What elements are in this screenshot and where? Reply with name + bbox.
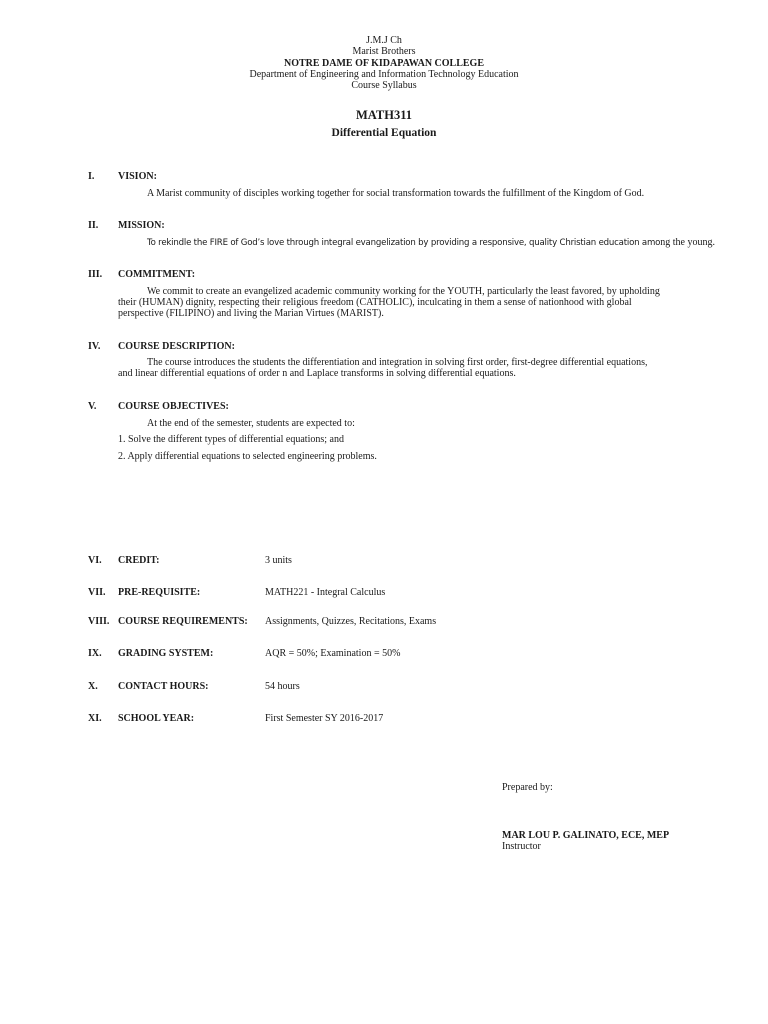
section-numeral-vision: I. bbox=[88, 171, 95, 182]
header-line-jmj: J.M.J Ch bbox=[366, 35, 402, 46]
section-heading-description: COURSE DESCRIPTION: bbox=[118, 341, 235, 352]
header-line-marist: Marist Brothers bbox=[352, 46, 416, 57]
section-heading-vision: VISION: bbox=[118, 171, 157, 182]
detail-label-grading: GRADING SYSTEM: bbox=[118, 648, 214, 659]
detail-numeral-school-year: XI. bbox=[88, 713, 102, 724]
instructor-name: MAR LOU P. GALINATO, ECE, MEP bbox=[502, 830, 670, 841]
section-heading-commitment: COMMITMENT: bbox=[118, 269, 196, 280]
college-name: NOTRE DAME OF KIDAPAWAN COLLEGE bbox=[283, 58, 484, 69]
detail-numeral-grading: IX. bbox=[88, 648, 102, 659]
course-code: MATH311 bbox=[355, 108, 413, 122]
detail-numeral-credit: VI. bbox=[88, 555, 102, 566]
detail-label-contact-hours: CONTACT HOURS: bbox=[118, 681, 209, 692]
detail-label-credit: CREDIT: bbox=[118, 555, 160, 566]
course-title: Differential Equation bbox=[331, 127, 437, 139]
prepared-by-label: Prepared by: bbox=[502, 782, 553, 793]
detail-value-school-year: First Semester SY 2016-2017 bbox=[265, 713, 384, 724]
detail-label-requirements: COURSE REQUIREMENTS: bbox=[118, 616, 248, 627]
section-numeral-description: IV. bbox=[88, 341, 101, 352]
course-description-text: The course introduces the students the differentiation and integration in solving first order, first-degree differential equations, and linear differential equations of order n and Laplace transforms in solving differential equations. bbox=[118, 357, 648, 379]
mission-text-main: To rekindle the FIRE of God’s love through integral evangelization by providing a responsive, quality Christian education amo bbox=[147, 238, 661, 248]
detail-value-requirements: Assignments, Quizzes, Recitations, Exams bbox=[265, 616, 437, 627]
detail-value-grading: AQR = 50%; Examination = 50% bbox=[265, 648, 401, 659]
mission-text bbox=[147, 237, 727, 249]
section-heading-objectives: COURSE OBJECTIVES: bbox=[118, 401, 229, 412]
instructor-role: Instructor bbox=[502, 841, 541, 852]
detail-numeral-contact-hours: X. bbox=[88, 681, 98, 692]
objectives-intro: At the end of the semester, students are expected to: bbox=[147, 418, 355, 429]
section-numeral-commitment: III. bbox=[88, 269, 103, 280]
detail-value-credit: 3 units bbox=[265, 555, 292, 566]
vision-text: A Marist community of disciples working together for social transformation towards the fulfillment of the Kingdom of God. bbox=[147, 188, 645, 199]
detail-label-prerequisite: PRE-REQUISITE: bbox=[118, 587, 201, 598]
detail-label-school-year: SCHOOL YEAR: bbox=[118, 713, 195, 724]
objective-item: 2. Apply differential equations to selected engineering problems. bbox=[118, 451, 377, 462]
section-numeral-objectives: V. bbox=[88, 401, 97, 412]
detail-value-contact-hours: 54 hours bbox=[265, 681, 300, 692]
objective-item: 1. Solve the different types of differential equations; and bbox=[118, 434, 344, 445]
detail-value-prerequisite: MATH221 - Integral Calculus bbox=[265, 587, 386, 598]
section-heading-mission: MISSION: bbox=[118, 220, 165, 231]
commitment-text: We commit to create an evangelized academic community working for the YOUTH, particularly the least favored, by upholding their (HUMAN) dignity, respecting their religious freedom (CATHOLIC), inculcating in them a sense of nationhood with global perspective (FILIPINO) and living the Marian Virtues (MARIST). bbox=[118, 286, 660, 319]
detail-numeral-prerequisite: VII. bbox=[88, 587, 106, 598]
document-type: Course Syllabus bbox=[351, 80, 417, 91]
detail-numeral-requirements: VIII. bbox=[88, 616, 110, 627]
department-name: Department of Engineering and Information Technology Education bbox=[249, 69, 519, 80]
mission-text-tail: ng the young. bbox=[660, 237, 715, 248]
section-numeral-mission: II. bbox=[88, 220, 99, 231]
